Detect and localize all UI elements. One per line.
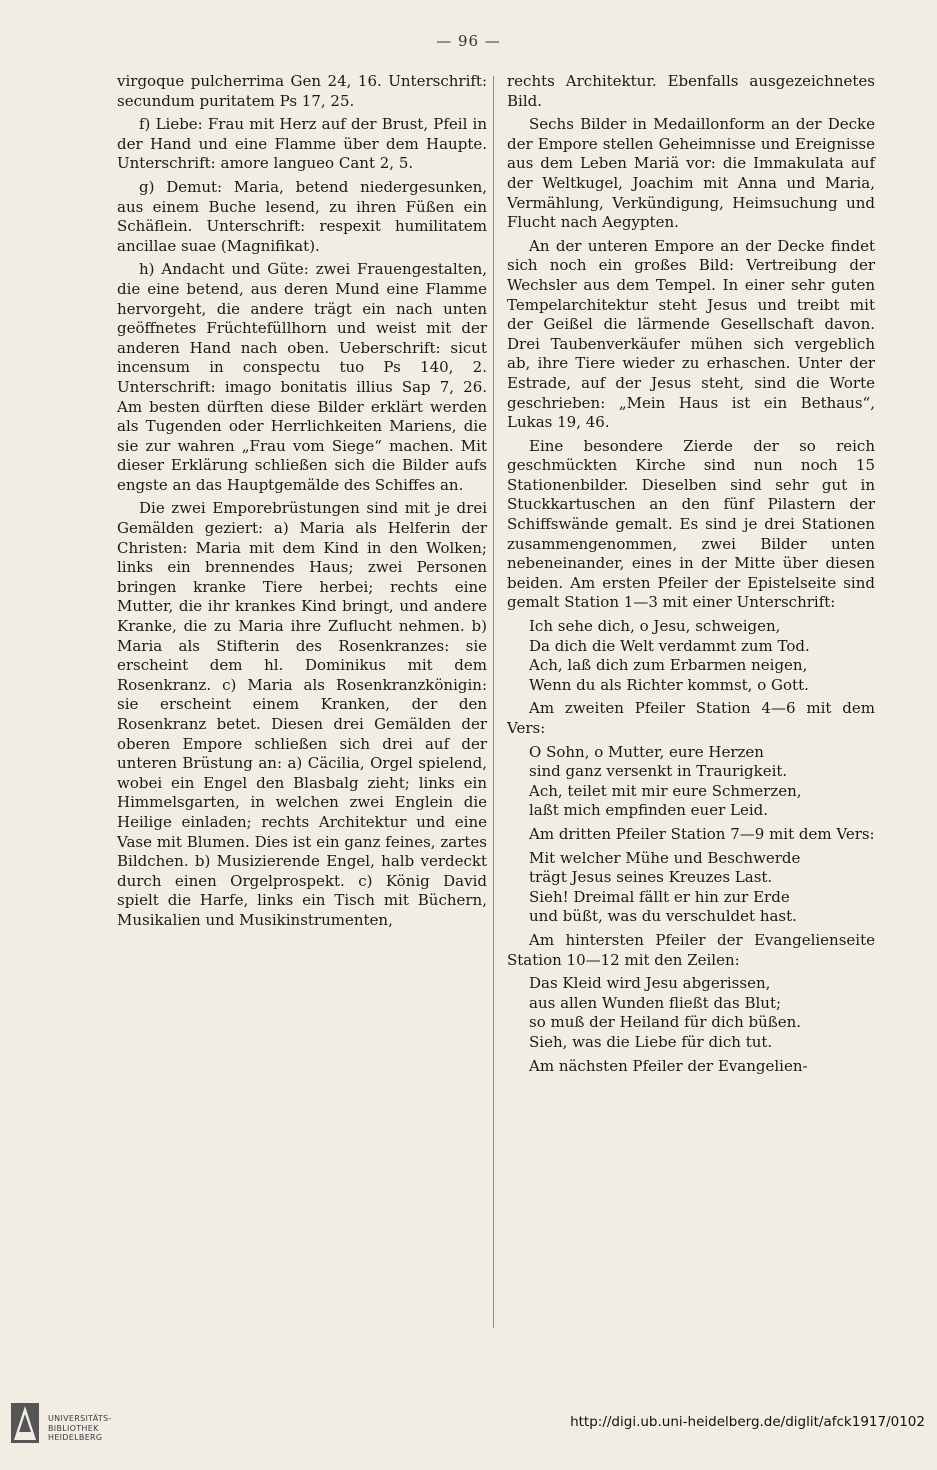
left-column [117,72,487,935]
verse-line: Sieh, was die Liebe für dich tut. [529,1032,773,1051]
paragraph: g) Demut: Maria, betend niedergesunken, aus einem Buche lesend, zu ihren Füßen ein Schäflein. Unterschrift: respexit humilitatem ancillae suae (Magnifikat). [117,177,487,255]
university-seal-icon [10,1402,40,1444]
paragraph: f) Liebe: Frau mit Herz auf der Brust, Pfeil in der Hand und eine Flamme über dem Haupte. Unterschrift: amore langueo Cant 2, 5. [117,115,487,173]
verse-line: Ich sehe dich, o Jesu, schweigen, [529,617,781,636]
paragraph: An der unteren Empore an der Decke findet sich noch ein großes Bild: Vertreibung der Wechsler aus dem Tempel. In einer sehr guten Tempelarchitektur steht Jesus und treibt mit der Geißel die lärmende Gesellschaft davon. Drei Taubenverkäufer mühen sich vergeblich ab, ihre Tiere wieder zu erhaschen. Unter der Estrade, auf der Jesus steht, sind die Worte geschrieben: „Mein Haus ist ein Bethaus“, Lukas 19, 46. [507,236,875,432]
right-column [507,72,875,1080]
column-divider [493,76,494,1328]
paragraph: rechts Architektur. Ebenfalls ausgezeichnetes Bild. [507,72,875,110]
paragraph: Die zwei Emporebrüstungen sind mit je drei Gemälden geziert: a) Maria als Helferin der Christen: Maria mit dem Kind in den Wolken; links ein brennendes Haus; zwei Personen bringen kranke Tiere herbei; rechts eine Mutter, die ihr krankes Kind bringt, und andere Kranke, die zu Maria ihre Zuflucht nehmen. b) Maria als Stifterin des Rosenkranzes: sie erscheint dem hl. Dominikus mit dem Rosenkranz. c) Maria als Rosenkranzkönigin: sie erscheint einem Kranken, der den Rosenkranz betet. Diesen drei Gemälden der oberen Empore schließen sich drei auf der unteren Brüstung an: a) Cäcilia, Orgel spielend, wobei ein Engel den Blasbalg zieht; links ein Himmelsgarten, in welchen zwei Englein die Heilige einladen; rechts Architektur und eine Vase mit Blumen. Dies ist ein ganz feines, zartes Bildchen. b) Musizierende Engel, halb verdeckt durch einen Orgelprospekt. c) König David spielt die Harfe, links ein Tisch mit Büchern, Musikalien und Musikinstrumenten, [117,499,487,929]
verse-line: Ach, laß dich zum Erbarmen neigen, [529,656,808,675]
verse-line: O Sohn, o Mutter, eure Herzen [529,742,764,761]
logo-line-1: UNIVERSITÄTS- [48,1414,112,1423]
page-number: — 96 — [436,32,501,50]
verse-line: trägt Jesus seines Kreuzes Last. [529,868,773,887]
paragraph: Am hintersten Pfeiler der Evangelienseite Station 10—12 mit den Zeilen: [507,930,875,969]
paragraph: Sechs Bilder in Medaillonform an der Decke der Empore stellen Geheimnisse und Ereignisse aus dem Leben Mariä vor: die Immakulata auf der Weltkugel, Joachim mit Anna und Maria, Vermählung, Verkündigung, Heimsuchung und Flucht nach Aegypten. [507,115,875,232]
paragraph: Eine besondere Zierde der so reich geschmückten Kirche sind nun noch 15 Stationenbilder. Dieselben sind sehr gut in Stuckkartuschen an den fünf Pilastern der Schiffswände gemalt. Es sind je drei Stationen zusammengenommen, zwei Bilder unten nebeneinander, eines in der Mitte über diesen beiden. Am ersten Pfeiler der Epistelseite sind gemalt Station 1—3 mit einer Unterschrift: [507,436,875,612]
logo-text [48,1414,112,1443]
logo-line-2: BIBLIOTHEK [48,1423,99,1433]
verse-line: und büßt, was du verschuldet hast. [529,907,797,926]
library-logo[interactable] [10,1402,140,1448]
paragraph: Am dritten Pfeiler Station 7—9 mit dem Vers: [529,824,875,843]
verse-line: aus allen Wunden fließt das Blut; [529,993,782,1012]
verse-line: Wenn du als Richter kommst, o Gott. [529,675,809,694]
source-url-link[interactable]: http://digi.ub.uni-heidelberg.de/diglit/afck1917/0102 [570,1414,925,1430]
paragraph: virgoque pulcherrima Gen 24, 16. Unterschrift: secundum puritatem Ps 17, 25. [117,72,487,110]
paragraph: Am zweiten Pfeiler Station 4—6 mit dem Vers: [507,699,875,737]
footer [0,1396,937,1456]
verse-line: laßt mich empfinden euer Leid. [529,801,769,820]
verse-line: Da dich die Welt verdammt zum Tod. [529,636,810,655]
verse-line: sind ganz versenkt in Traurigkeit. [529,762,788,781]
verse-line: Ach, teilet mit mir eure Schmerzen, [529,781,802,800]
paragraph: h) Andacht und Güte: zwei Frauengestalten, die eine betend, aus deren Mund eine Flamme hervorgeht, die andere trägt ein nach unten geöffnetes Früchtefüllhorn und weist mit der anderen Hand nach oben. Ueberschrift: sicut incensum in conspectu tuo Ps 140, 2. Unterschrift: imago bonitatis illius Sap 7, 26. Am besten dürften diese Bilder erklärt werden als Tugenden oder Herrlichkeiten Mariens, die sie zur wahren „Frau vom Siege“ machen. Mit dieser Erklärung schließen sich die Bilder aufs engste an das Hauptgemälde des Schiffes an. [117,260,487,494]
verse-line: Mit welcher Mühe und Beschwerde [529,848,801,867]
verse-line: Das Kleid wird Jesu abgerissen, [529,974,771,993]
verse-line: so muß der Heiland für dich büßen. [529,1013,802,1032]
verse-line: Sieh! Dreimal fällt er hin zur Erde [529,887,790,906]
paragraph: Am nächsten Pfeiler der Evangelien- [529,1056,808,1075]
logo-line-3: HEIDELBERG [48,1433,103,1442]
